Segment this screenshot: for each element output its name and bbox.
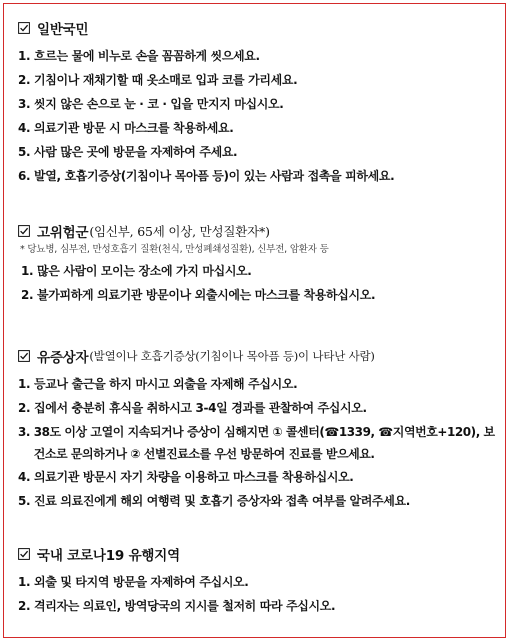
item-text: 외출 및 타지역 방문을 자제하여 주십시오. — [34, 575, 249, 589]
list-item — [18, 259, 499, 283]
item-number: 4. — [18, 470, 31, 484]
item-text: 씻지 않은 손으로 눈 · 코 · 입을 만지지 마십시오. — [34, 97, 284, 111]
checked-box-icon — [18, 548, 30, 560]
item-number: 2. — [18, 599, 31, 613]
list-item — [18, 372, 499, 396]
item-text: 기침이나 재채기할 때 옷소매로 입과 코를 가리세요. — [34, 73, 298, 87]
list-item — [18, 164, 499, 188]
item-number: 1. — [18, 377, 31, 391]
section-title: 국내 코로나19 유행지역 — [37, 548, 180, 564]
section-subtitle: (임신부, 65세 이상, 만성질환자*) — [89, 224, 270, 239]
item-text: 38도 이상 고열이 지속되거나 증상이 심해지면 ① 콜센터(☎1339, ☎지역번호+120), 보건소로 문의하거나 ② 선별진료소를 우선 방문하여 진료를 받으세요. — [33, 425, 495, 461]
item-number: 3. — [18, 97, 31, 111]
section-heading — [18, 346, 499, 366]
item-text: 등교나 출근을 하지 마시고 외출을 자제해 주십시오. — [34, 377, 298, 391]
section-symptomatic — [18, 346, 499, 513]
list-item — [18, 68, 499, 92]
list-item — [18, 116, 499, 140]
section-title: 고위험군 — [37, 225, 89, 241]
item-number: 2. — [18, 401, 31, 415]
list-item — [18, 570, 499, 594]
section-heading — [18, 544, 499, 564]
item-number: 1. — [21, 264, 34, 278]
list-item — [18, 44, 499, 68]
section-heading — [18, 18, 499, 38]
item-text: 불가피하게 의료기관 방문이나 외출시에는 마스크를 착용하십시오. — [37, 288, 376, 302]
item-number: 1. — [18, 575, 31, 589]
item-text: 진료 의료진에게 해외 여행력 및 호흡기 증상자와 접촉 여부를 알려주세요. — [34, 494, 410, 508]
section-title: 일반국민 — [37, 22, 89, 38]
item-number: 5. — [18, 145, 31, 159]
section-general-public — [18, 18, 499, 188]
list-item — [18, 594, 499, 618]
section-epidemic-region — [18, 544, 499, 618]
section-heading — [18, 221, 499, 241]
item-text: 집에서 충분히 휴식을 취하시고 3-4일 경과를 관찰하여 주십시오. — [34, 401, 367, 415]
item-text: 의료기관 방문 시 마스크를 착용하세요. — [34, 121, 234, 135]
checked-box-icon — [18, 350, 30, 362]
item-number: 6. — [18, 169, 31, 183]
item-text: 사람 많은 곳에 방문을 자제하여 주세요. — [34, 145, 238, 159]
list-item — [18, 140, 499, 164]
item-number: 2. — [21, 288, 34, 302]
section-high-risk — [18, 221, 499, 307]
item-number: 1. — [18, 49, 31, 63]
item-number: 4. — [18, 121, 31, 135]
list-item — [18, 465, 499, 489]
item-text: 많은 사람이 모이는 장소에 가지 마십시오. — [37, 264, 252, 278]
item-text: 격리자는 의료인, 방역당국의 지시를 철저히 따라 주십시오. — [34, 599, 336, 613]
item-number: 3. — [18, 425, 31, 439]
guideline-box — [3, 3, 506, 638]
item-number: 5. — [18, 494, 31, 508]
section-title: 유증상자 — [37, 350, 89, 366]
list-item — [18, 420, 499, 465]
list-item — [18, 396, 499, 420]
list-item — [18, 489, 499, 513]
checked-box-icon — [18, 225, 30, 237]
item-text: 흐르는 물에 비누로 손을 꼼꼼하게 씻으세요. — [34, 49, 260, 63]
section-subtitle: (발열이나 호흡기증상(기침이나 목아픔 등)이 나타난 사람) — [89, 349, 375, 363]
list-item — [18, 92, 499, 116]
item-text: 발열, 호흡기증상(기침이나 목아픔 등)이 있는 사람과 접촉을 피하세요. — [34, 169, 395, 183]
checked-box-icon — [18, 22, 30, 34]
item-number: 2. — [18, 73, 31, 87]
list-item — [18, 283, 499, 307]
item-text: 의료기관 방문시 자기 차량을 이용하고 마스크를 착용하십시오. — [34, 470, 354, 484]
footnote: * 당뇨병, 심부전, 만성호흡기 질환(천식, 만성폐쇄성질환), 신부전, 암환자 등 — [20, 244, 329, 255]
